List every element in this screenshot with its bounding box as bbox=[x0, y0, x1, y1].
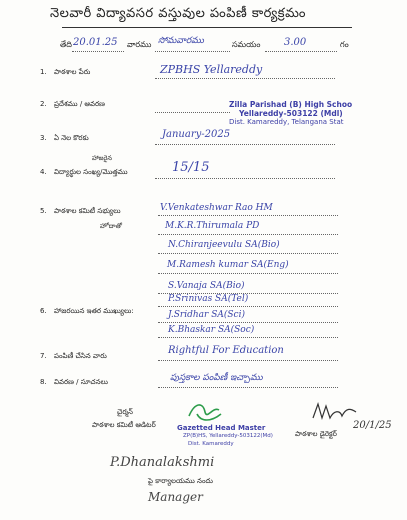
field-number: 5. bbox=[40, 207, 47, 215]
field-number: 8. bbox=[40, 378, 47, 386]
field-number: 2. bbox=[40, 100, 47, 108]
attendee-dotline bbox=[158, 306, 338, 307]
chairman-signature-icon bbox=[185, 400, 225, 426]
day-value: సోమవారము bbox=[158, 36, 204, 46]
hm-stamp-line1: Gazetted Head Master bbox=[177, 424, 266, 432]
sign-date: 20/1/25 bbox=[353, 420, 392, 431]
field-label: హాజరయిన ఇతర ముఖ్యులు: bbox=[54, 307, 134, 315]
field-dotline bbox=[158, 387, 338, 388]
designation: Manager bbox=[148, 490, 203, 504]
field-label: విద్యార్థుల సంఖ్య/మొత్తము bbox=[54, 168, 128, 176]
member-dotline bbox=[158, 215, 338, 216]
committee-member: M.K.R.Thirumala PD bbox=[165, 221, 260, 231]
field-number: 3. bbox=[40, 134, 47, 142]
school-stamp-line3: Dist. Kamareddy, Telangana Stat bbox=[229, 118, 344, 126]
chairman-label: చైర్మన్ bbox=[117, 408, 133, 416]
field-label: పాఠశాల కమిటీ సభ్యులు bbox=[54, 207, 121, 215]
title-underline bbox=[62, 27, 352, 28]
office-label: పై కార్యాలయము నందు bbox=[148, 477, 213, 485]
signatory-name: P.Dhanalakshmi bbox=[110, 455, 215, 470]
day-dotline bbox=[155, 51, 230, 52]
attendee-dotline bbox=[158, 337, 338, 338]
field-number: 1. bbox=[40, 68, 47, 76]
attendee: J.Sridhar SA(Sci) bbox=[168, 310, 245, 320]
presence-label: హాజరైన bbox=[92, 154, 112, 162]
field-dotline bbox=[155, 178, 335, 179]
attendee: P.Srinivas SA(Tel) bbox=[168, 294, 249, 304]
role-label: హోదాతో bbox=[100, 222, 122, 230]
student-count-value: 15/15 bbox=[172, 160, 210, 175]
attendee-dotline bbox=[158, 322, 338, 323]
distributor-value: Rightful For Education bbox=[168, 345, 284, 356]
committee-member: M.Ramesh kumar SA(Eng) bbox=[167, 260, 289, 270]
member-dotline bbox=[158, 253, 338, 254]
committee-member: S.Vanaja SA(Bio) bbox=[168, 281, 245, 291]
time-value: 3.00 bbox=[284, 37, 307, 48]
field-number: 6. bbox=[40, 307, 47, 315]
field-label: ఏ నెల కొరకు bbox=[54, 134, 89, 142]
field-dotline bbox=[155, 144, 335, 145]
date-label: తేది bbox=[60, 40, 72, 49]
committee-member: N.Chiranjeevulu SA(Bio) bbox=[168, 240, 280, 250]
field-dotline bbox=[158, 360, 338, 361]
field-dotline bbox=[155, 78, 335, 79]
hm-stamp-line2: ZP(B)HS, Yellareddy-503122(Md) bbox=[183, 433, 273, 439]
member-dotline bbox=[158, 234, 338, 235]
remarks-value: పుస్తకాల పంపిణీ ఇచ్చాము bbox=[170, 373, 263, 383]
hm-stamp-line3: Dist. Kamareddy bbox=[188, 441, 234, 447]
member-dotline bbox=[158, 273, 338, 274]
attendee: K.Bhaskar SA(Soc) bbox=[168, 325, 255, 335]
school-name-value: ZPBHS Yellareddy bbox=[160, 63, 263, 76]
document-title: నెలవారీ విద్యావసర వస్తువుల పంపిణీ కార్యక్రమం bbox=[50, 6, 306, 21]
month-value: January-2025 bbox=[162, 129, 231, 140]
committee-member: V.Venkateshwar Rao HM bbox=[160, 203, 273, 213]
school-stamp-line1: Zilla Parishad (B) High Schoo bbox=[229, 100, 353, 109]
school-director-label: పాఠశాల డైరెక్టర్ bbox=[295, 430, 337, 438]
field-number: 7. bbox=[40, 352, 47, 360]
day-label: వారము bbox=[127, 40, 152, 49]
field-label: పంపిణీ చేసిన వారు bbox=[54, 352, 107, 360]
committee-auditor-label: పాఠశాల కమిటీ ఆడిటర్ bbox=[92, 421, 156, 429]
school-stamp-line2: Yellareddy-503122 (Mdl) bbox=[239, 109, 343, 118]
field-label: పాఠశాల పేరు bbox=[54, 68, 91, 76]
time-label: సమయం bbox=[232, 40, 261, 49]
date-dotline bbox=[72, 51, 124, 52]
field-label: వివరణ / సూచనలు bbox=[54, 378, 108, 386]
field-label: ప్రదేశము / ఆవరణ bbox=[54, 100, 105, 108]
time-unit: గం bbox=[340, 40, 349, 49]
field-dotline bbox=[155, 112, 230, 113]
field-number: 4. bbox=[40, 168, 47, 176]
time-dotline bbox=[265, 51, 337, 52]
date-value: 20.01.25 bbox=[73, 37, 118, 48]
